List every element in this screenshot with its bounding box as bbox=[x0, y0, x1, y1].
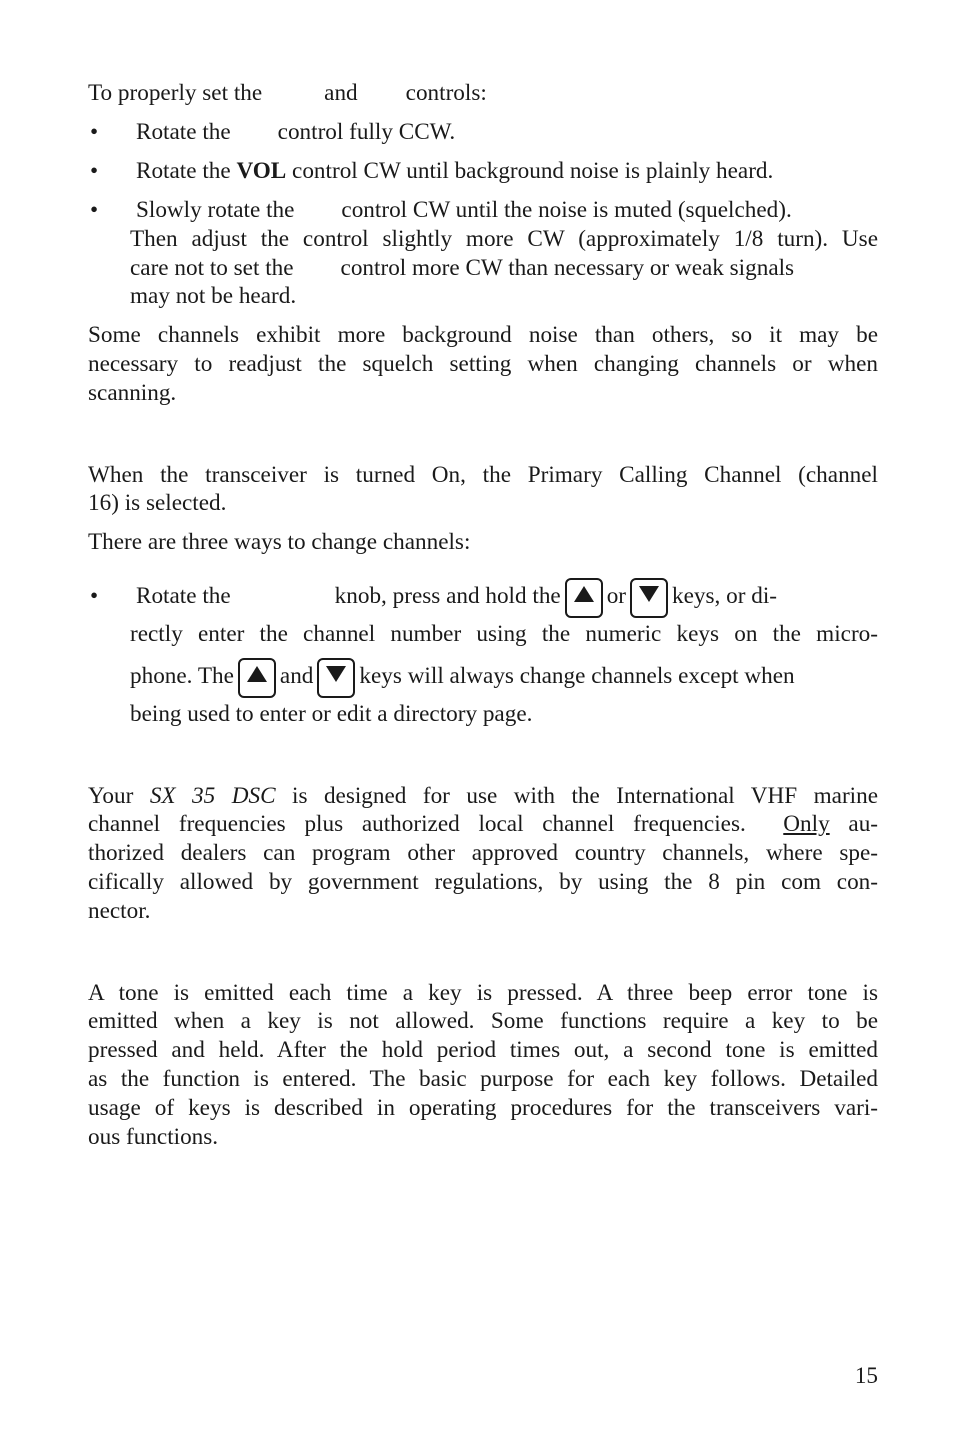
bullet: • bbox=[90, 119, 99, 145]
squelch-bullet-3-line-2: Then adjust the control slightly more CW (approximately 1/8 turn). Use bbox=[130, 226, 878, 252]
keys-line-6: ous functions. bbox=[88, 1124, 219, 1150]
up-arrow-key-icon bbox=[238, 658, 276, 698]
squelch-intro: To properly set the and controls: bbox=[88, 80, 487, 106]
freq-line-4: cifically allowed by government regulations, by using the 8 pin com con- bbox=[88, 869, 878, 895]
keys-line-5: usage of keys is described in operating procedures for the transceivers vari- bbox=[88, 1095, 878, 1121]
channel-bullet-line-2: rectly enter the channel number using the numeric keys on the micro- bbox=[130, 621, 878, 647]
model-name: SX 35 DSC bbox=[149, 783, 276, 809]
keys-line-3: pressed and held. After the hold period times out, a second tone is emitted bbox=[88, 1037, 878, 1063]
bullet: • bbox=[90, 197, 99, 223]
freq-line-5: nector. bbox=[88, 898, 151, 924]
squelch-para-line-1: Some channels exhibit more background noise than others, so it may be bbox=[88, 322, 878, 348]
bullet: • bbox=[90, 158, 99, 184]
vol-label: VOL bbox=[236, 158, 287, 184]
channel-para-line-1: When the transceiver is turned On, the Primary Calling Channel (channel bbox=[88, 462, 878, 488]
channel-bullet-line-1: Rotate the knob, press and hold the or keys, or di- bbox=[136, 575, 777, 618]
page-number: 15 bbox=[854, 1363, 878, 1389]
channel-para-line-2: 16) is selected. bbox=[88, 490, 227, 516]
freq-line-1: Your SX 35 DSC is designed for use with the International VHF marine bbox=[88, 783, 879, 809]
squelch-bullet-3-line-1: Slowly rotate the control CW until the noise is muted (squelched). bbox=[136, 197, 792, 223]
up-arrow-key-icon bbox=[565, 578, 603, 618]
channel-ways-intro: There are three ways to change channels: bbox=[88, 529, 471, 555]
squelch-bullet-3-line-3: care not to set the control more CW than necessary or weak signals bbox=[130, 255, 795, 281]
squelch-para-line-2: necessary to readjust the squelch setting when changing channels or when bbox=[88, 351, 878, 377]
freq-line-2: channel frequencies plus authorized local channel frequencies. Only au- bbox=[88, 811, 879, 837]
keys-line-1: A tone is emitted each time a key is pressed. A three beep error tone is bbox=[88, 980, 878, 1006]
keys-line-2: emitted when a key is not allowed. Some functions require a key to be bbox=[88, 1008, 878, 1034]
bullet: • bbox=[90, 583, 99, 609]
squelch-bullet-2: Rotate the VOL control CW until background noise is plainly heard. bbox=[136, 158, 774, 184]
keys-line-4: as the function is entered. The basic purpose for each key follows. Detailed bbox=[88, 1066, 878, 1092]
freq-line-3: thorized dealers can program other approved country channels, where spe- bbox=[88, 840, 878, 866]
squelch-bullet-3-line-4: may not be heard. bbox=[130, 283, 297, 309]
channel-bullet-line-4: being used to enter or edit a directory page. bbox=[130, 701, 533, 727]
channel-bullet-line-3: phone. The and keys will always change channels except when bbox=[130, 655, 795, 698]
squelch-bullet-1: Rotate the control fully CCW. bbox=[136, 119, 456, 145]
down-arrow-key-icon bbox=[630, 578, 668, 618]
only-emphasis: Only bbox=[783, 811, 830, 837]
squelch-para-line-3: scanning. bbox=[88, 380, 177, 406]
down-arrow-key-icon bbox=[317, 658, 355, 698]
